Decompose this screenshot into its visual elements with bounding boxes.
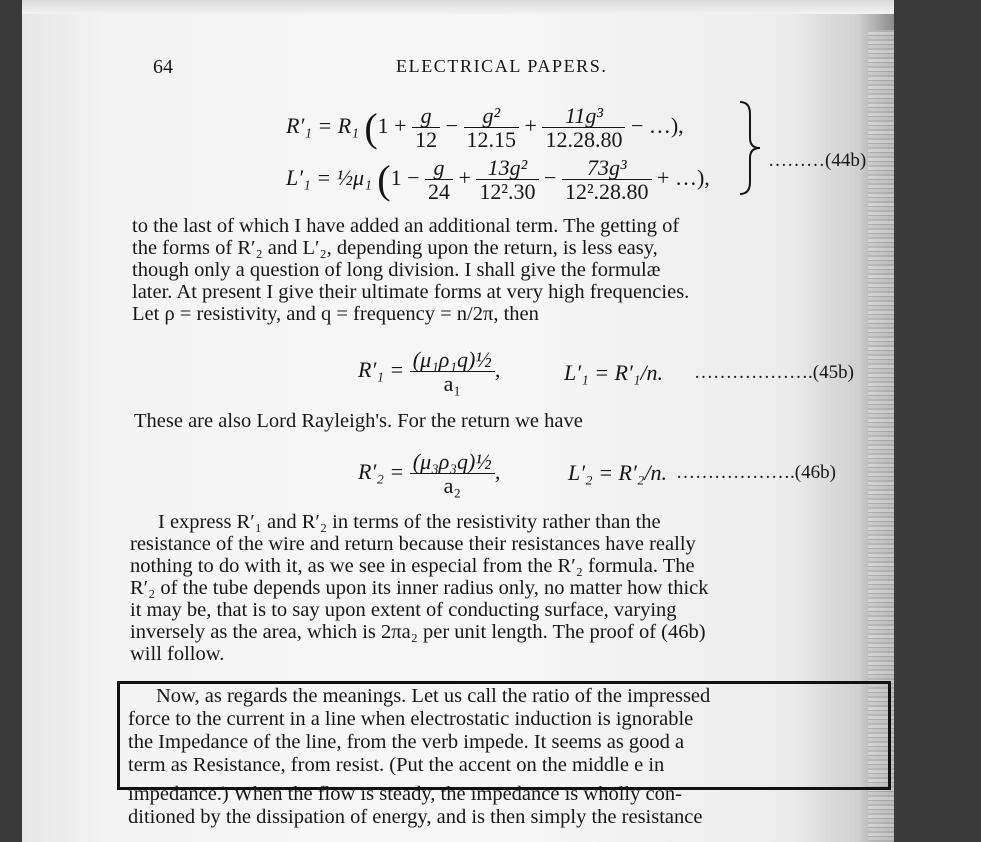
- eq44b-l1-num3: 11g³: [542, 104, 625, 128]
- text-line: Now, as regards the meanings. Let us call the ratio of the impressed: [156, 685, 711, 707]
- equation-46b: R′₂ = $\frac{\text{(μ₃ρ₃q)½}}{\text{a₂}}$ ,: [358, 449, 501, 499]
- eq44b-l2-op2: −: [544, 165, 557, 191]
- eq44b-l1-den1: 12: [415, 127, 438, 153]
- text-line: These are also Lord Rayleigh's. For the return we have: [134, 410, 583, 432]
- eq45b-numerator: (μ₁ρ₁q)½: [410, 348, 495, 372]
- text-line: inversely as the area, which is 2πa₂ per unit length. The proof of (46b): [130, 621, 706, 643]
- eq44b-line2-lhs: L′₁ = ½μ₁: [286, 165, 372, 191]
- eq44b-l2-num2: 13g²: [476, 156, 538, 180]
- eq46b-lhs: R′₂ =: [358, 459, 405, 485]
- eq44b-l2-num3: 73g³: [562, 156, 652, 180]
- text-line: I express R′₁ and R′₂ in terms of the resistivity rather than the: [158, 511, 661, 533]
- text-line: ditioned by the dissipation of energy, and is then simply the resistance: [128, 806, 703, 828]
- running-title: ELECTRICAL PAPERS.: [396, 56, 608, 76]
- eq44b-l1-den2: 12.15: [466, 127, 517, 153]
- eq44b-l1-t0: 1 +: [377, 113, 407, 139]
- curly-brace-icon: [734, 100, 774, 196]
- eq44b-l1-den3: 12.28.80: [545, 127, 623, 153]
- eq44b-l2-den1: 24: [427, 179, 450, 205]
- text-line: to the last of which I have added an additional term. The getting of: [132, 215, 680, 237]
- text-line: the forms of R′₂ and L′₂, depending upon the return, is less easy,: [132, 237, 658, 259]
- eq46b-numerator: (μ₃ρ₃q)½: [410, 450, 495, 474]
- eq44b-l1-op2: +: [524, 113, 537, 139]
- eq45b-denominator: a₁: [443, 371, 461, 397]
- text-line: the Impedance of the line, from the verb impede. It seems as good a: [128, 731, 685, 753]
- text-line: it may be, that is to say upon extent of conducting surface, varying: [130, 599, 677, 621]
- eq44b-l1-num1: g: [412, 104, 440, 128]
- text-line: resistance of the wire and return because their resistances have really: [130, 533, 696, 555]
- text-line: force to the current in a line when electrostatic induction is ignorable: [128, 708, 694, 730]
- eq44b-l2-op1: +: [458, 165, 471, 191]
- eq44b-l2-den3: 12².28.80: [564, 179, 649, 205]
- eq44b-l2-num1: g: [425, 156, 453, 180]
- equation-44b-line1: R′₁ = R₁ (1 + $\frac{g}{12}$ − $\frac{\text{g²}}{12.15}$ + $\frac{\text{11g³}}{12.28.80}$ − …),: [286, 103, 684, 153]
- equation-tag-45b: ……………….(45b): [694, 362, 854, 383]
- text-line: though only a question of long division. I shall give the formulæ: [132, 259, 661, 281]
- text-line: later. At present I give their ultimate forms at very high frequencies.: [132, 281, 690, 303]
- equation-tag-44b: ………(44b): [768, 150, 867, 171]
- equation-tag-46b: ……………….(46b): [676, 462, 836, 483]
- eq45b-lhs: R′₁ =: [358, 357, 405, 383]
- book-page: [22, 0, 894, 842]
- eq44b-l1-op1: −: [445, 113, 459, 139]
- text-line: impedance.) When the flow is steady, the impedance is wholly con-: [128, 783, 682, 805]
- eq44b-l2-t0: 1 −: [390, 165, 420, 191]
- text-line: will follow.: [130, 643, 225, 665]
- eq44b-l1-tail: − …),: [630, 113, 684, 139]
- text-line: nothing to do with it, as we see in especial from the R′₂ formula. The: [130, 555, 695, 577]
- text-line: R′₂ of the tube depends upon its inner radius only, no matter how thick: [130, 577, 709, 599]
- equation-46b-rhs: L′₂ = R′₂/n.: [568, 460, 668, 485]
- page-number: 64: [153, 56, 173, 78]
- eq44b-line1-lhs: R′₁ = R₁: [286, 113, 359, 139]
- eq44b-l1-num2: g²: [464, 104, 520, 128]
- eq46b-denominator: a₂: [443, 473, 461, 499]
- eq44b-l2-den2: 12².30: [479, 179, 536, 205]
- text-line: Let ρ = resistivity, and q = frequency = n/2π, then: [132, 303, 539, 325]
- equation-44b-line2: L′₁ = ½μ₁ (1 − $\frac{g}{24}$ + $\frac{\text{13g²}}{\text{12².30}}$ − $\frac{\text{73g³}}{\text{12².28.80}}$ + …),: [286, 155, 710, 205]
- text-line: term as Resistance, from resist. (Put the accent on the middle e in: [128, 754, 665, 776]
- equation-45b-rhs: L′₁ = R′₁/n.: [564, 360, 664, 385]
- eq44b-l2-tail: + …),: [657, 165, 710, 191]
- equation-45b: R′₁ = $\frac{\text{(μ₁ρ₁q)½}}{\text{a₁}}$ ,: [358, 347, 501, 397]
